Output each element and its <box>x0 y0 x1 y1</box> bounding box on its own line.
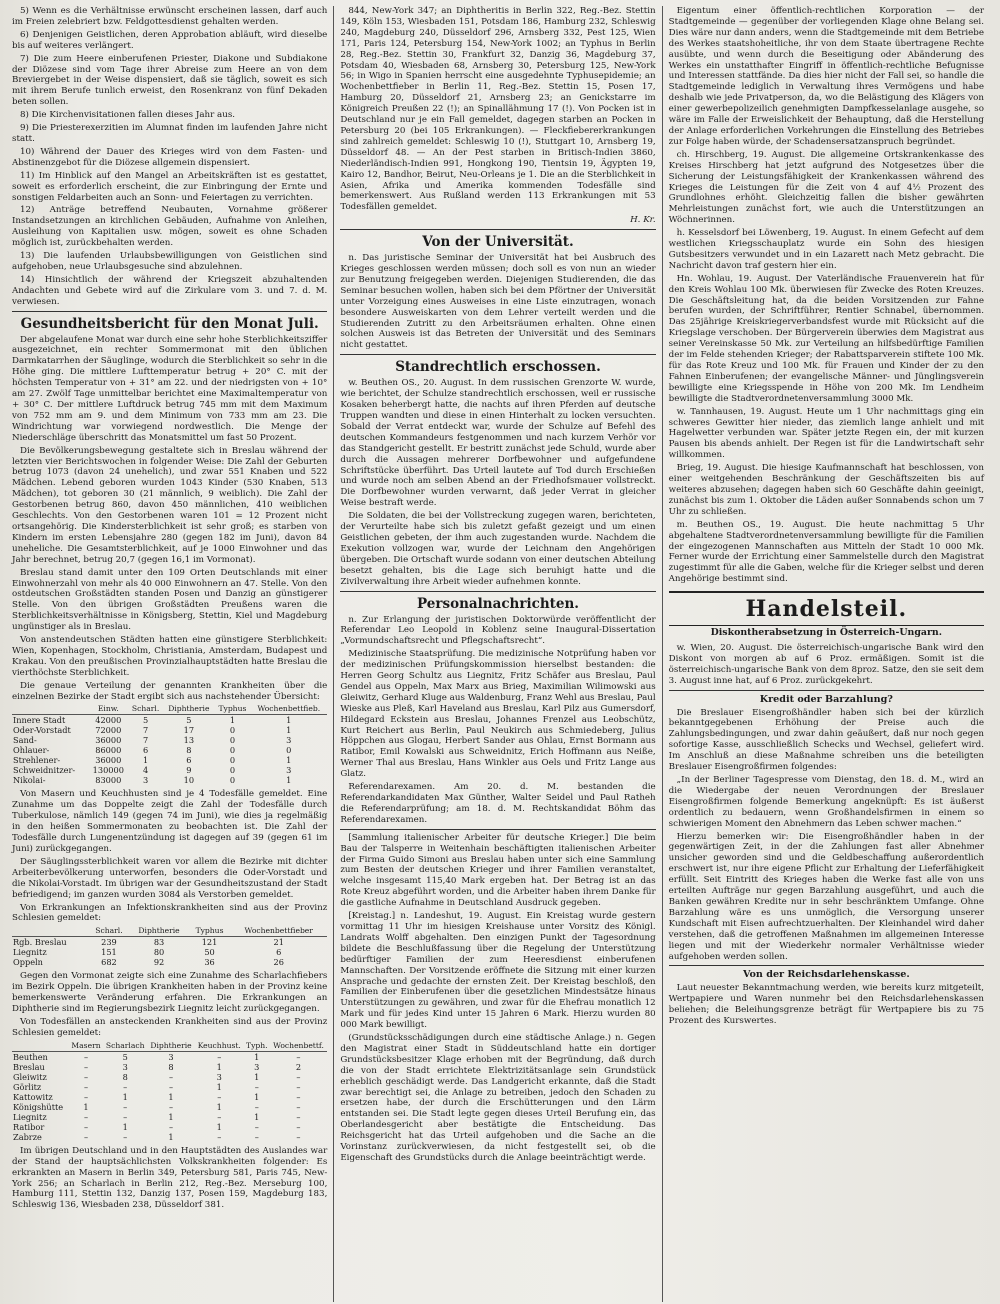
table-cell: – <box>168 1121 174 1132</box>
health-report-title: Gesundheitsbericht für den Monat Juli. <box>20 315 319 332</box>
table-cell: – <box>123 1131 128 1142</box>
table-header: Wochenbettfieb. <box>250 704 327 715</box>
paragraph: Der abgelaufene Monat war durch eine sehr hohe Sterblichkeitsziffer ausgezeichnet, ein rechter Sommermonat mit den üblichen Darmkatarrhen der Säuglinge, wodurch die Sterblichkeit so sehr in die Höhe ging. Die mittlere Lufttemperatur betrug + 20° C. mit der höchsten Temperatur von + 31° am 22. und der niedrigsten von + 10° am 27. Zwölf Tage unmittelbar berichtet eine Maximaltemperatur von + 30° C. Der mittlere Luftdruck betrug 745 mm mit dem Maximum von 752 mm am 9. und dem Minimum von 733 mm am 23. Die Windrichtung war vorwiegend nordwestlich. Die Menge der Niederschläge überschritt das Monatsmittel um fast 50 Prozent. <box>12 334 328 443</box>
divider <box>340 829 655 830</box>
table-cell: 4 <box>142 765 149 776</box>
table-cell: Beuthen <box>13 1051 48 1062</box>
table-cell: 1 <box>254 1111 260 1122</box>
paragraph: w. Wien, 20. August. Die österreichisch-ungarische Bank wird den Diskont von morgen ab auf 6 Proz. ermäßigen. Somit ist die österreichisch-ungarische Bank von dem 8proz. Satze, den sie seit dem 3. August inne hat, auf 6 Proz. zurückgekehrt. <box>668 643 984 686</box>
table-cell: 7 <box>142 735 149 746</box>
table-cell: 1 <box>216 1061 222 1072</box>
table-cell: 0 <box>229 775 236 786</box>
column-3 <box>662 6 990 1302</box>
deaths-table <box>12 1041 327 1142</box>
table-header: Masern <box>69 1041 103 1052</box>
table-cell: – <box>296 1121 301 1132</box>
table-cell: 1 <box>229 715 236 726</box>
table-cell: 50 <box>204 947 215 958</box>
table-cell: 9 <box>186 765 192 776</box>
table-cell: Breslau <box>13 1061 45 1072</box>
divider <box>340 354 655 355</box>
table-cell: 10 <box>183 775 195 786</box>
table-row <box>12 1062 327 1072</box>
table-cell: – <box>83 1121 89 1132</box>
table-cell: Liegnitz <box>13 947 47 958</box>
paragraph: Von Todesfällen an ansteckenden Krankheiten sind aus der Provinz Schlesien gemeldet: <box>12 1016 328 1038</box>
table-cell: 72000 <box>95 725 122 736</box>
table-row <box>12 1082 327 1092</box>
table-cell: Strehlener- <box>13 755 61 766</box>
table-cell: – <box>296 1101 301 1112</box>
table-cell: – <box>83 1051 89 1062</box>
table-cell: 3 <box>254 1061 260 1072</box>
paragraph: 14) Hinsichtlich der während der Kriegszeit abzuhaltenden Andachten und Gebete wird auf die Zirkulare vom 3. und 7. d. M. verwiesen. <box>12 274 328 307</box>
table-cell: Nikolai- <box>13 775 46 786</box>
divider <box>12 311 327 312</box>
table-cell: 1 <box>286 715 292 726</box>
paragraph: n. Das juristische Seminar der Universität hat bei Ausbruch des Krieges geschlossen werden müssen; doch soll es von nun an wieder zur Benutzung freigegeben werden. Diejenigen Studierenden, die das Seminar besuchen wollen, haben sich bei dem Pförtner der Universität unter Vorzeigung eines Ausweises in eine Liste einzutragen, wonach besondere Ausweiskarten von dem Lehrer verteilt werden und die Studierenden Zutritt zu den Arbeitsräumen erhalten. Ohne einen solchen Ausweis ist das Betreten der Universität und des Seminars nicht gestattet. <box>340 253 656 351</box>
table-cell: – <box>254 1101 259 1112</box>
paragraph: n. Zur Erlangung der juristischen Doktorwürde veröffentlicht der Referendar Leo Leopold in Koblenz seine Inaugural-Dissertation „Vormundschaftsrecht und Pflegschaftsrecht“. <box>340 614 656 647</box>
commerce-section-title: Handelsteil. <box>669 591 984 626</box>
table-cell: 83 <box>153 937 165 948</box>
column-2 <box>333 6 661 1302</box>
paragraph: Die genaue Verteilung der genannten Krankheiten über die einzelnen Bezirke der Stadt ergibt sich aus nachstehender Übersicht: <box>12 680 328 702</box>
table-cell: – <box>83 1061 89 1072</box>
table-header <box>12 926 89 937</box>
table-cell: 1 <box>216 1101 222 1112</box>
table-cell: 130000 <box>92 765 124 776</box>
table-cell: – <box>123 1101 128 1112</box>
table-cell: Königshütte <box>13 1101 64 1112</box>
table-cell: 8 <box>168 1061 174 1072</box>
paragraph: Hn. Wohlau, 19. August. Der Vaterländische Frauenverein hat für den Kreis Wohlau 100 Mk. überwiesen für Zwecke des Roten Kreuzes. Die Geschäftsleitung hat, da die beiden Vorsitzenden zur Fahne berufen wurden, der Schriftführer, Rentier Schnabel, übernommen. Das 25jährige Kreiskriegerverbandsfest wurde mit Rücksicht auf die Kriegslage verschoben. Der Bürgerverein überwies dem Magistrat aus seiner Vereinskasse 50 Mk. zur Verteilung an hilfsbedürftige Familien der im Felde stehenden Krieger; der Rabattsparverein stiftete 100 Mk. für das Rote Kreuz und 100 Mk. für Frauen und Kinder der zu den Fahnen Einberufenen; der evangelische Männer- und Jünglingsverein bewilligte eine Kriegsspende in Höhe von 200 Mk. Im Lendheim bewilligte die Stadtverordnetenversammlung 3000 Mk. <box>668 273 984 404</box>
paragraph: Die Bevölkerungsbewegung gestaltete sich in Breslau während der letzten vier Berichtswochen in folgender Weise: Die Zahl der Geburten betrug 1073 (davon 24 unehelich), und zwar 551 Knaben und 522 Mädchen. Lebend geboren wurden 1043 Kinder (530 Knaben, 513 Mädchen), tot geboren 30 (21 männlich, 9 weiblich). Die Zahl der Gestorbenen betrug 860, davon 450 männlichen, 410 weiblichen Geschlechts. Von den Gestorbenen waren 101 = 12 Prozent nicht ortsangehörig. Die Kindersterblichkeit ist sehr groß; es starben von Kindern im ersten Lebensjahre 280 (gegen 182 im Juni), davon 84 uneheliche. Die Gesamtsterblichkeit, auf je 1000 Einwohner und das Jahr berechnet, betrug 20,7 (gegen 16,1 im Vormonat). <box>12 445 328 565</box>
table-cell: 121 <box>201 937 218 948</box>
table-cell: 0 <box>229 745 236 756</box>
table-cell: 1 <box>254 1071 260 1082</box>
table-header: Wochenbettf. <box>270 1041 328 1052</box>
table-cell: Ohlauer- <box>13 745 50 756</box>
table-cell: 5 <box>122 1051 128 1062</box>
table-cell: Schweidnitzer- <box>13 765 76 776</box>
table-cell: 1 <box>142 755 149 766</box>
table-header: Typhus <box>215 704 251 715</box>
table-cell: 92 <box>153 957 165 968</box>
paragraph: Von Erkrankungen an Infektionskrankheiten sind aus der Provinz Schlesien gemeldet: <box>12 902 328 924</box>
table-cell: 5 <box>142 715 149 726</box>
table-cell: – <box>83 1111 89 1122</box>
table-row <box>12 1092 327 1102</box>
table-cell: 1 <box>254 1051 260 1062</box>
table-cell: 8 <box>122 1071 128 1082</box>
table-cell: 1 <box>168 1091 174 1102</box>
table-cell: 8 <box>186 745 192 756</box>
table-cell: 1 <box>83 1101 89 1112</box>
table-cell: 0 <box>229 755 236 766</box>
table-cell: Ratibor <box>13 1121 45 1132</box>
paragraph: 7) Die zum Heere einberufenen Priester, Diakone und Subdiakone der Diözese sind vom Tage ihrer Abreise zum Heere an von dem Breviergebet in der Weise dispensiert, daß sie täglich, soweit es sich mit ihrem Berufe tunlich erweist, den Rosenkranz von fünf Dekaden beten sollen. <box>12 53 328 108</box>
table-header: Diphtherie <box>163 704 215 715</box>
paragraph: 9) Die Priesterexerzitien im Alumnat finden im laufenden Jahre nicht statt. <box>12 123 328 144</box>
table-cell: 6 <box>276 947 282 958</box>
table-cell: 0 <box>286 745 292 756</box>
table-cell: – <box>168 1071 174 1082</box>
table-row <box>12 765 327 775</box>
table-cell: 0 <box>229 765 236 776</box>
table-row <box>12 947 327 957</box>
paragraph: Die Soldaten, die bei der Vollstreckung zugegen waren, berichteten, der Verurteilte habe sich bis zuletzt gefaßt gezeigt und um einen Geistlichen gebeten, der ihm auch zugestanden wurde. Nachdem die Exekution vollzogen war, wurde der Leichnam den Angehörigen übergeben. Die Ortschaft wurde sodann von einer deutschen Abteilung besetzt gehalten, bis die Lage sich beruhigt hatte und die Zivilverwaltung ihre Arbeit wieder aufnehmen konnte. <box>340 511 656 587</box>
column-1 <box>6 6 333 1302</box>
table-cell: 80 <box>153 947 165 958</box>
table-cell: Görlitz <box>13 1081 42 1092</box>
table-cell: Rgb. Breslau <box>13 937 67 948</box>
table-cell: 36 <box>204 957 215 968</box>
table-cell: 1 <box>286 755 292 766</box>
paragraph: 5) Wenn es die Verhältnisse erwünscht erscheinen lassen, darf auch im Freien zelebriert bzw. Feldgottesdienst gehalten werden. <box>12 6 328 27</box>
table-row <box>12 735 327 745</box>
table-header: Einw. <box>88 704 128 715</box>
table-cell: Innere Stadt <box>13 715 66 726</box>
table-row <box>12 775 327 785</box>
table-cell: 36000 <box>95 735 122 746</box>
table-header <box>12 1041 69 1052</box>
table-header: Keuchhust. <box>195 1041 244 1052</box>
paragraph: [Kreistag.] n. Landeshut, 19. August. Ein Kreistag wurde gestern vormittag 11 Uhr im hiesigen Kreishause unter Vorsitz des Königl. Landrats Wolff abgehalten. Den einzigen Punkt der Tagesordnung bildete die Beschlußfassung über die Regelung der Unterstützung bedürftiger Familien der zum Heeresdienst einberufenen Mannschaften. Der Vorsitzende eröffnete die Sitzung mit einer kurzen Ansprache und gedachte der ernsten Zeit. Der Kreistag beschloß, den Familien der Einberufenen über die gesetzlichen Mindestsätze hinaus Unterstützungen zu gewähren, und zwar für die Ehefrau monatlich 12 Mark und für jedes Kind unter 15 Jahren 6 Mark. Hierzu wurden 80 000 Mark bewilligt. <box>340 911 656 1031</box>
table-row <box>12 715 327 726</box>
table-cell: 1 <box>122 1121 128 1132</box>
table-row <box>12 1122 327 1132</box>
table-row <box>12 937 327 948</box>
paragraph: Von anstendeutschen Städten hatten eine günstigere Sterblichkeit: Wien, Kopenhagen, Stockholm, Christiania, Amsterdam, Budapest und Krakau. Von den preußischen Provinzialhauptstädten hatte Breslau die vierthöchste Sterblichkeit. <box>12 635 328 678</box>
table-cell: Oder-Vorstadt <box>13 725 71 736</box>
table-cell: 0 <box>229 735 236 746</box>
table-cell: 151 <box>101 947 117 958</box>
paragraph: Gegen den Vormonat zeigte sich eine Zunahme des Scharlachfiebers im Bezirk Oppeln. Die übrigen Krankheiten haben in der Provinz keine bemerkenswerte Veränderung erfahren. Die Erkrankungen an Diphtherie sind im Regierungsbezirk Liegnitz leicht zurückgegangen. <box>12 971 328 1015</box>
divider <box>340 229 655 230</box>
table-cell: 86000 <box>95 745 122 756</box>
province-table <box>12 926 327 967</box>
paragraph: Im übrigen Deutschland und in den Hauptstädten des Auslandes war der Stand der hauptsächlichsten Volkskrankheiten folgender: Es erkrankten an Masern in Berlin 349, Petersburg 581, Paris 745, New-York 256; an Scharlach in Berlin 212, Reg.-Bez. Merseburg 100, Hamburg 111, Stettin 132, Danzig 137, Posen 159, Magdeburg 183, Schleswig 136, Wiesbaden 238, Düsseldorf 381. <box>12 1145 328 1211</box>
table-cell: 2 <box>295 1061 302 1072</box>
table-row <box>12 1112 327 1122</box>
paragraph: Breslau stand damit unter den 109 Orten Deutschlands mit einer Einwohnerzahl von mehr als 40 000 Einwohnern an 47. Stelle. Von den ostdeutschen Großstädten standen Posen und Danzig an günstigerer Stelle. Von den übrigen Großstädten Preußens waren die Sterblichkeitsverhältnisse in Königsberg, Stettin, Kiel und Magdeburg ungünstiger als in Breslau. <box>12 567 328 633</box>
table-cell: 42000 <box>95 715 122 726</box>
table-cell: Oppeln <box>13 957 43 968</box>
table-row <box>12 745 327 755</box>
table-cell: – <box>254 1081 259 1092</box>
table-header: Diphtherie <box>129 926 189 937</box>
table-row <box>12 1072 327 1082</box>
table-row <box>12 1132 327 1142</box>
table-cell: – <box>296 1071 301 1082</box>
table-cell: 1 <box>122 1091 128 1102</box>
table-cell: 1 <box>168 1111 174 1122</box>
table-cell: 682 <box>101 957 117 968</box>
table-cell: – <box>83 1081 89 1092</box>
table-cell: 6 <box>186 755 192 766</box>
table-cell: – <box>123 1081 128 1092</box>
table-cell: 1 <box>216 1081 222 1092</box>
table-header: Scharlach <box>103 1041 147 1052</box>
table-cell: 1 <box>254 1091 260 1102</box>
table-header: Typh. <box>244 1041 270 1052</box>
table-cell: 26 <box>273 957 284 968</box>
table-cell: – <box>296 1091 301 1102</box>
table-cell: Gleiwitz <box>13 1071 47 1082</box>
paragraph: w. Tannhausen, 19. August. Heute um 1 Uhr nachmittags ging ein schweres Gewitter hier nieder, das ziemlich lange anhielt und mit Hagelwetter verbunden war. Später jetzte Regen ein, der mit kurzen Pausen bis abends anhielt. Der Regen ist für die Landwirtschaft sehr willkommen. <box>668 406 984 461</box>
table-cell: 13 <box>183 735 195 746</box>
paragraph: „In der Berliner Tagespresse vom Dienstag, den 18. d. M., wird an die Wiedergabe der neuen Verordnungen der Breslauer Eisengroßfirmen folgende Bemerkung angeknüpft: Es ist äußerst ordentlich zu bedauern, wenn Großhandelsfirmen in einem so schwierigen Moment den Abnehmern das Leben schwer machen.“ <box>668 775 984 829</box>
table-cell: 3 <box>216 1071 222 1082</box>
table-cell: Kattowitz <box>13 1091 53 1102</box>
paragraph: [Sammlung italienischer Arbeiter für deutsche Krieger.] Die beim Bau der Talsperre in Weitenhain beschäftigten italienischen Arbeiter der Firma Guido Simoni aus Breslau haben unter sich eine Sammlung zum Besten der deutschen Krieger und ihrer Familien veranstaltet, welche insgesamt 115,40 Mark ergeben hat. Der Betrag ist an das Rote Kreuz abgeführt worden, und die Arbeiter haben ihrem Danke für die gastliche Aufnahme in Deutschland Ausdruck gegeben. <box>340 832 656 909</box>
paragraph: Medizinische Staatsprüfung. Die medizinische Notprüfung haben vor der medizinischen Prüfungskommission hierselbst bestanden: die Herren Georg Schultz aus Liegnitz, Fritz Schäfer aus Breslau, Paul Gendel aus Oppeln, Max Marx aus Brieg, Maximilian Wilimowski aus Gleiwitz, Gerhard Kluge aus Waldenburg, Franz Wehl aus Breslau, Paul Wieske aus Pleß, Karl Haveland aus Breslau, Karl Pilz aus Gumersdorf, Hildegard Eckstein aus Breslau, Johannes Frenzel aus Leobschütz, Kurt Reichert aus Berlin, Paul Neukirch aus Schmiedeberg, Julius Höppchen aus Glogau, Herbert Sander aus Ohlau, Ernst Bormann aus Ratibor, Emil Kowalski aus Schweidnitz, Erich Hoffmann aus Neiße, Werner Thal aus Breslau, Hans Winkler aus Oels und Fritz Lange aus Glatz. <box>340 649 656 780</box>
table-cell: Sand- <box>13 735 37 746</box>
table-cell: 3 <box>142 775 149 786</box>
personal-news-title: Personalnachrichten. <box>416 595 579 612</box>
table-cell: 3 <box>122 1061 128 1072</box>
paragraph: 6) Denjenigen Geistlichen, deren Approbation abläuft, wird dieselbe bis auf weiteres verlängert. <box>12 29 328 51</box>
paragraph: 8) Die Kirchenvisitationen fallen dieses Jahr aus. <box>20 110 236 121</box>
table-row <box>12 725 327 735</box>
table-cell: – <box>296 1081 301 1092</box>
paragraph: ch. Hirschberg, 19. August. Die allgemeine Ortskrankenkasse des Kreises Hirschberg hat jetzt aufgrund des Notgesetzes über die Sicherung der Leistungsfähigkeit der Krankenkassen während des Krieges die Leistungen für die Zeit von 4 auf 4½ Prozent des Grundlohnes erhöht. Gleichzeitig fallen die bisher gewährten Mehrleistungen zunächst fort, wie auch die Unterstützungen an Wöchnerinnen. <box>668 149 984 226</box>
table-cell: – <box>254 1121 259 1132</box>
table-cell: 1 <box>286 775 292 786</box>
table-cell: – <box>217 1091 222 1102</box>
table-row <box>12 957 327 967</box>
paragraph: 11) Im Hinblick auf den Mangel an Arbeitskräften ist es gestattet, soweit es erforderlich erscheint, die zur Einbringung der Ernte und sonstigen Feldarbeiten auch an Sonn- und Feiertagen zu verrichten. <box>12 170 328 203</box>
table-cell: – <box>83 1091 89 1102</box>
table-row <box>12 1051 327 1062</box>
table-header: Wochenbettfieber <box>230 926 327 937</box>
table-cell: 7 <box>142 725 149 736</box>
signature: H. Kr. <box>630 215 656 226</box>
table-cell: 0 <box>229 725 236 736</box>
table-cell: 239 <box>101 937 117 948</box>
table-cell: 83000 <box>95 775 122 786</box>
paragraph: (Grundstücksschädigungen durch eine städtische Anlage.) n. Gegen den Magistrat einer Stadt in Süddeutschland hatte ein dortiger Grundstücksbesitzer Klage erhoben mit der Begründung, daß durch die von der Stadt errichtete Elektrizitätsanlage sein Grundstück erheblich geschädigt werde. Das Landgericht erkannte, daß die Stadt zwar berechtigt sei, die Anlage zu betreiben, jedoch den Schaden zu ersetzen habe, der durch die Erschütterungen und den Lärm entstanden sei. Die Stadt legte gegen dieses Urteil Berufung ein, das Oberlandesgericht aber bestätigte die Entscheidung. Das Reichsgericht hat das Urteil aufgehoben und die Sache an die Vorinstanz zurückverwiesen, da nicht festgestellt sei, ob die Eigenschaft des Grundstücks durch die Anlage beeinträchtigt werde. <box>340 1033 656 1163</box>
divider <box>669 965 984 966</box>
table-cell: 36000 <box>95 755 122 766</box>
paragraph: Eigentum einer öffentlich-rechtlichen Korporation — der Stadtgemeinde — gegenüber der vorliegenden Klage ohne Belang sei. Dies wäre nur dann anders, wenn die Stadtgemeinde mit dem Betriebe des Werkes staatshoheitliche, ihr von dem Staate übertragene Rechte ausübte, und wenn durch die Beseitigung oder Abänderung des Werkes ein unstatthafter Eingriff in öffentlich-rechtliche Befugnisse und Interessen stattfände. Da dies hier nicht der Fall sei, so handle die Stadtgemeinde lediglich in Verwaltung ihres Vermögens und habe deshalb wie jede Privatperson, da, wo die Belästigung des Klägers von einer gewerbepolizeilich genehmigten Dampfkesselanlage ausgehe, so wäre im Falle der Erweislichkeit der Behauptung, daß die Herstellung der Anlage erforderlichen Vorkehrungen die Einstellung des Betriebes zur Folge haben würde, der Schadensersatzanspruch begründet. <box>668 6 984 147</box>
table-cell: Liegnitz <box>13 1111 47 1122</box>
table-cell: – <box>296 1051 301 1062</box>
table-row <box>12 1102 327 1112</box>
paragraph: Referendarexamen. Am 20. d. M. bestanden die Referendarkandidaten Max Günther, Walter Seidel und Paul Ratheh die Referendarprüfung; am 18. d. M. Rechtskandidat Böhm das Referendarexamen. <box>340 782 656 825</box>
paragraph: h. Kesselsdorf bei Löwenberg, 19. August. In einem Gefecht auf dem westlichen Kriegsschauplatz wurde ein Sohn des hiesigen Gutsbesitzers verwundet und in ein Lazarett nach Metz gebracht. Die Nachricht davon traf gestern hier ein. <box>668 228 984 271</box>
executed-title: Standrechtlich erschossen. <box>395 359 601 376</box>
table-cell: 3 <box>168 1051 174 1062</box>
paragraph: 10) Während der Dauer des Krieges wird von dem Fasten- und Abstinenzgebot für die Diözese allgemein dispensiert. <box>12 146 328 168</box>
table-cell: 6 <box>142 745 149 756</box>
table-cell: 1 <box>286 725 292 736</box>
divider <box>669 690 984 691</box>
paragraph: Von Masern und Keuchhusten sind je 4 Todesfälle gemeldet. Eine Zunahme um das Doppelte zeigt die Zahl der Todesfälle durch Tuberkulose, nämlich 149 (gegen 74 im Juni), wie dies ja regelmäßig in den heißen Sommermonaten zu beobachten ist. Die Zahl der Todesfälle durch Lungenentzündung ist dagegen auf 39 (gegen 61 im Juni) zurückgegangen. <box>12 789 328 854</box>
table-cell: – <box>217 1131 222 1142</box>
table-cell: – <box>296 1131 301 1142</box>
district-table <box>12 704 327 785</box>
loan-bank-title: Von der Reichsdarlehenskasse. <box>742 969 910 981</box>
table-cell: – <box>254 1131 259 1142</box>
table-header: Scharl. <box>89 926 130 937</box>
paragraph: Der Säuglingssterblichkeit waren vor allem die Bezirke mit dichter Arbeiterbevölkerung unterworfen, besonders die Oder-Vorstadt und die Nikolai-Vorstadt. Im übrigen war der Gesundheitszustand der Stadt befriedigend; im ganzen wurden 3084 als Verstorben gemeldet. <box>12 856 328 900</box>
section-subtitle: Diskontherabsetzung in Österreich-Ungarn. <box>710 627 943 639</box>
paragraph: w. Beuthen OS., 20. August. In dem russischen Grenzorte W. wurde, wie berichtet, der Schulze standrechtlich erschossen, weil er russische Kosaken beherbergt hatte, die nachts auf ihren Pferden auf deutsche Truppen wandten und diese in einen Hinterhalt zu locken versuchten. Sobald der Verrat entdeckt war, wurde der Schulze auf Befehl des deutschen Kommandeurs festgenommen und nach kurzem Verhör vor das Standgericht gestellt. Er bestritt zunächst jede Schuld, wurde aber durch die Aussagen mehrerer Dorfbewohner und aufgefundene Schriftstücke überführt. Das Urteil lautete auf Tod durch Erschießen und wurde noch am selben Abend an der Friedhofsmauer vollstreckt. Die Dorfbewohner wurden verwarnt, daß jeder Verrat in gleicher Weise bestraft werde. <box>340 378 656 509</box>
table-cell: – <box>168 1101 174 1112</box>
paragraph: m. Beuthen OS., 19. August. Die heute nachmittag 5 Uhr abgehaltene Stadtverordnetenversammlung bewilligte für die Familien der eingezogenen Mannschaften aus Mitteln der Stadt 10 000 Mk. Ferner wurde der Errichtung einer Sammelstelle durch den Magistrat zugestimmt für alle die Gaben, welche für die Krieger selbst und deren Angehörige bestimmt sind. <box>668 519 984 585</box>
table-header: Typhus <box>189 926 230 937</box>
table-cell: – <box>296 1111 301 1122</box>
table-cell: 5 <box>186 715 192 726</box>
diocese-directives <box>12 6 327 308</box>
table-header: Scharl. <box>128 704 163 715</box>
paragraph: Laut neuester Bekanntmachung werden, wie bereits kurz mitgeteilt, Wertpapiere und Waren nunmehr bei den Reichsdarlehenskassen beliehen; die Beleihungsgrenze beträgt für Wertpapiere bis zu 75 Prozent des Kurswertes. <box>668 983 984 1027</box>
university-title: Von der Universität. <box>422 234 574 251</box>
paragraph: 844, New-York 347; an Diphtheritis in Berlin 322, Reg.-Bez. Stettin 149, Köln 153, Wiesbaden 151, Potsdam 186, Hamburg 232, Schleswig 240, Magdeburg 240, Düsseldorf 296, Arnsberg 332, Pest 125, Wien 171, Paris 124, Petersburg 154, New-York 1002; an Typhus in Berlin 28, Reg.-Bez. Stettin 30, Frankfurt 32, Danzig 36, Magdeburg 37, Potsdam 40, Wiesbaden 68, Arnsberg 30, Petersburg 125, New-York 56; in Wigo in Spanien herrscht eine ausgedehnte Typhusepidemie; an Wochenbettfieber in Berlin 11, Reg.-Bez. Stettin 15, Posen 17, Hamburg 20, Düsseldorf 21, Arnsberg 23; an Genickstarre im Königreich Preußen 22 (!); an Spinallähmung 17 (!). Von Pocken ist in Deutschland nur je ein Fall gemeldet, dagegen starben an Pocken in Petersburg 20 (bei 105 Erkrankungen). — Fleckfiebererkrankungen sind zahlreich gemeldet: Schleswig 10 (!), Stuttgart 10, Arnsberg 19, Düsseldorf 48. — An der Pest starben in Britisch-Indien 3860, Niederländisch-Indien 991, Hongkong 190, Tientsin 19, Ägypten 19, Kairo 12, Bandhor, Beirut, Neu-Orleans je 1. Die an die Sterblichkeit in Asien, Afrika und Amerika kommenden Todesfälle sind bemerkenswert. Aus Rußland werden 113 Erkrankungen mit 53 Todesfällen gemeldet. <box>340 6 656 213</box>
table-cell: – <box>83 1131 89 1142</box>
table-header <box>12 704 88 715</box>
table-cell: – <box>123 1111 128 1122</box>
paragraph: Die Breslauer Eisengroßhändler haben sich bei der kürzlich bekanntgegebenen Erhöhung der Preise auch die Zahlungsbedingungen, und zwar dahin geäußert, daß nur noch gegen sofortige Kasse, ausschließlich Schecks und Wechsel, geliefert wird. Im Anschluß an diese Maßnahme schreiben uns die beteiligten Breslauer Eisengroßfirmen folgendes: <box>668 707 984 773</box>
table-cell: – <box>217 1051 222 1062</box>
table-cell: 1 <box>216 1121 222 1132</box>
table-cell: 21 <box>273 937 284 948</box>
table-cell: – <box>168 1081 174 1092</box>
paragraph: Hierzu bemerken wir: Die Eisengroßhändler haben in der gegenwärtigen Zeit, in der die Zahlungen fast aller Abnehmer unsicher geworden sind und die Geldbeschaffung außerordentlich erschwert ist, nur ihre eigene Pflicht zur Erhaltung der Lieferfähigkeit erfüllt. Seit Eintritt des Krieges haben die Werke fast alle von uns erteilten Aufträge nur gegen Barzahlung ausgeführt, und auch die Banken gewähren Kredite nur in sehr beschränktem Umfange. Ohne Barzahlung wäre es uns unmöglich, die Versorgung unserer Kundschaft mit Eisen aufrechtzuerhalten. Der Kleinhandel wird daher verstehen, daß die getroffenen Maßnahmen im allgemeinen Interesse liegen und mit der Wiederkehr normaler Verhältnisse wieder aufgehoben werden sollen. <box>668 831 984 962</box>
table-cell: 17 <box>183 725 195 736</box>
table-cell: 1 <box>168 1131 174 1142</box>
divider <box>340 591 655 592</box>
table-cell: Zabrze <box>13 1131 42 1142</box>
table-cell: – <box>83 1071 89 1082</box>
table-cell: 3 <box>286 735 292 746</box>
paragraph: 13) Die laufenden Urlaubsbewilligungen von Geistlichen sind aufgehoben, neue Urlaubsgesuche sind abzulehnen. <box>12 251 328 272</box>
credit-title: Kredit oder Barzahlung? <box>759 693 893 705</box>
paragraph: Brieg, 19. August. Die hiesige Kaufmannschaft hat beschlossen, von einer weitgehenden Beschränkung der Geschäftszeiten bis auf weiteres abzusehen; dagegen haben sich 60 Geschäfte dahin geeinigt, zunächst bis zum 1. Oktober die Läden außer Sonnabends schon um 7 Uhr zu schließen. <box>668 463 984 517</box>
paragraph: 12) Anträge betreffend Neubauten, Vornahme größerer Instandsetzungen an kirchlichen Gebäuden, Aufnahme von Anleihen, Ausleihung von Kapitalien usw. mögen, soweit es ohne Schaden möglich ist, zurückbehalten werden. <box>12 205 328 249</box>
table-cell: 3 <box>286 765 292 776</box>
table-cell: – <box>217 1111 222 1122</box>
table-header: Diphtherie <box>147 1041 194 1052</box>
table-row <box>12 755 327 765</box>
